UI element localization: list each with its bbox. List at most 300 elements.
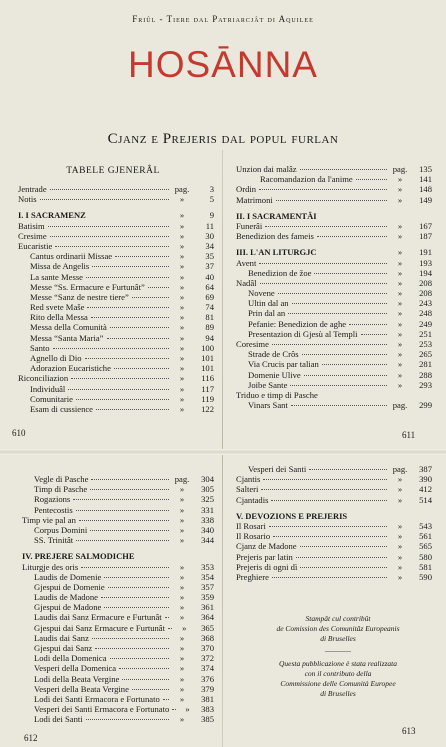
- toc-entry-page-prefix: »: [179, 230, 185, 241]
- leader-dots: [76, 510, 169, 511]
- toc-entry-page-number: 149: [419, 194, 432, 205]
- leader-dots: [79, 520, 169, 521]
- toc-entry: [236, 258, 432, 268]
- toc-entry-page-prefix: »: [179, 643, 185, 653]
- page-number-610: 610: [12, 428, 26, 438]
- leader-dots: [50, 189, 169, 190]
- toc-entry-label: Riconciliazion: [18, 373, 69, 384]
- leader-dots: [260, 283, 387, 284]
- toc-entry-label: Adorazion Eucaristiche: [30, 363, 111, 374]
- toc-entry-page-prefix: »: [397, 174, 403, 185]
- toc-entry-page-number: 187: [419, 231, 432, 242]
- toc-entry-label: Esam di cussience: [30, 403, 94, 414]
- leader-dots: [165, 617, 169, 618]
- toc-entry: [18, 184, 214, 194]
- leader-dots: [110, 658, 169, 659]
- toc-entry-page-prefix: pag.: [392, 464, 408, 474]
- toc-entry-page-number: 357: [201, 581, 214, 592]
- leader-dots: [302, 354, 387, 355]
- toc-entry-label: V. DEVOZIONS E PREJERIS: [236, 510, 348, 521]
- toc-entry-page-prefix: »: [179, 571, 185, 582]
- toc-entry-label: Liturgje des oris: [22, 561, 79, 572]
- toc-entry-page-number: 193: [419, 257, 432, 268]
- toc-column-4: [236, 464, 432, 582]
- toc-entry-page-number: 338: [201, 514, 214, 525]
- book-fold-horizontal: [0, 449, 446, 455]
- leader-dots: [119, 668, 169, 669]
- toc-entry-page-prefix: »: [179, 602, 185, 613]
- toc-entry-label: Coresime: [236, 339, 269, 349]
- toc-entry-label: Rogazions: [34, 494, 71, 505]
- leader-dots: [300, 567, 387, 568]
- toc-entry: [236, 484, 432, 494]
- toc-entry: [22, 623, 214, 633]
- toc-entry-page-prefix: »: [397, 308, 403, 319]
- toc-entry: [18, 292, 214, 302]
- credit-line-fur: Stampât cul contribût: [305, 614, 371, 623]
- leader-dots: [53, 348, 169, 349]
- toc-entry-label: Laudis dai Sanz Ermacure e Furtunât: [34, 612, 162, 623]
- credit-line-ita: Commissione delle Comunità Europee: [280, 679, 396, 688]
- toc-entry-page-prefix: »: [179, 251, 185, 262]
- credit-line-ita: Questa pubblicazione è stata realizzata: [278, 659, 398, 668]
- leader-dots: [115, 256, 169, 257]
- toc-entry-page-number: 69: [205, 291, 214, 302]
- toc-entry-page-number: 288: [419, 369, 432, 380]
- toc-entry-label: Presentazion di Gjesù al Templi: [248, 328, 358, 339]
- toc-entry-page-prefix: »: [397, 474, 403, 485]
- toc-entry-page-prefix: »: [179, 302, 185, 313]
- leader-dots: [55, 246, 169, 247]
- toc-entry-page-prefix: »: [179, 673, 185, 684]
- page-number-611: 611: [402, 430, 416, 440]
- toc-entry-page-prefix: »: [397, 257, 403, 268]
- toc-entry-label: Individuâl: [30, 383, 66, 394]
- leader-dots: [81, 567, 169, 568]
- toc-entry-page-number: 514: [419, 494, 432, 505]
- leader-dots: [304, 375, 387, 376]
- toc-entry-page-number: 249: [419, 318, 432, 329]
- divider: [325, 651, 351, 652]
- toc-entry-page-number: 100: [201, 342, 214, 353]
- leader-dots: [86, 277, 169, 278]
- toc-entry: [18, 302, 214, 312]
- leader-dots: [48, 226, 169, 227]
- leader-dots: [288, 313, 387, 314]
- toc-entry: [236, 464, 432, 474]
- toc-entry-label: Eucaristie: [18, 240, 53, 251]
- leader-dots: [76, 399, 169, 400]
- toc-entry-page-number: 325: [201, 494, 214, 505]
- toc-entry-label: Messe “Sanz de nestre tiere”: [30, 291, 129, 302]
- toc-entry-page-number: 390: [419, 474, 432, 485]
- toc-entry-label: Benedizion des fameis: [236, 231, 314, 242]
- toc-entry-page-number: 3: [209, 184, 214, 194]
- toc-entry-page-prefix: »: [397, 379, 403, 390]
- toc-entry-page-prefix: »: [179, 524, 185, 535]
- leader-dots: [259, 263, 387, 264]
- toc-entry-page-number: 379: [201, 683, 214, 694]
- toc-entry-page-prefix: »: [179, 663, 185, 674]
- leader-dots: [271, 500, 387, 501]
- toc-entry: [18, 343, 214, 353]
- toc-entry-page-prefix: »: [185, 704, 190, 715]
- toc-section-heading: [236, 247, 432, 257]
- toc-entry: [22, 684, 214, 694]
- toc-entry-page-prefix: »: [397, 541, 403, 552]
- toc-entry: [236, 400, 432, 410]
- toc-entry: [22, 582, 214, 592]
- leader-dots: [322, 364, 387, 365]
- leader-dots: [261, 489, 387, 490]
- leader-dots: [172, 709, 176, 710]
- toc-entry-page-number: 561: [419, 531, 432, 542]
- toc-entry: [236, 184, 432, 194]
- toc-entry-label: Timp vie pal an: [22, 514, 76, 525]
- toc-entry-page-number: 253: [419, 339, 432, 349]
- toc-entry-label: Laudis de Madone: [34, 592, 98, 603]
- leader-dots: [296, 557, 387, 558]
- toc-entry-page-number: 89: [205, 322, 214, 333]
- toc-entry-label: Cantus ordinarii Missae: [30, 251, 113, 262]
- toc-entry-page-number: 148: [419, 184, 432, 195]
- toc-entry-label: Lodi della Domenica: [34, 653, 107, 664]
- toc-entry-page-number: 412: [419, 484, 432, 495]
- leader-dots: [101, 597, 169, 598]
- toc-entry-label: Lodi dei Santi: [34, 714, 83, 725]
- toc-entry-page-prefix: »: [397, 267, 403, 278]
- toc-entry-page-prefix: pag.: [174, 184, 190, 194]
- toc-entry-page-number: 117: [201, 383, 214, 394]
- toc-entry-page-number: 359: [201, 592, 214, 603]
- toc-entry-label: Batisim: [18, 220, 45, 231]
- toc-entry: [22, 572, 214, 582]
- leader-dots: [300, 169, 387, 170]
- toc-entry-page-prefix: »: [179, 403, 185, 414]
- page-number-613: 613: [402, 726, 416, 736]
- toc-entry: [18, 272, 214, 282]
- toc-entry-page-number: 81: [205, 312, 214, 323]
- toc-entry-page-prefix: »: [397, 328, 403, 339]
- toc-entry: [18, 251, 214, 261]
- toc-entry: [236, 572, 432, 582]
- toc-section-heading: [22, 551, 214, 561]
- toc-entry-label: Prejeris di ogni dì: [236, 561, 298, 572]
- toc-entry-page-number: 353: [201, 561, 214, 572]
- toc-entry-label: Nadâl: [236, 277, 257, 288]
- leader-dots: [272, 344, 387, 345]
- toc-entry-page-prefix: »: [179, 612, 185, 623]
- leader-dots: [132, 297, 169, 298]
- toc-entry-label: Vesperi della Domenica: [34, 663, 117, 674]
- toc-entry-page-prefix: »: [397, 369, 403, 380]
- leader-dots: [290, 385, 387, 386]
- toc-entry-page-prefix: »: [179, 561, 185, 572]
- toc-entry: [236, 380, 432, 390]
- toc-entry: [22, 704, 214, 714]
- toc-column-3: [22, 474, 214, 725]
- toc-entry-page-prefix: pag.: [392, 164, 408, 174]
- funding-credits: [240, 614, 436, 699]
- toc-entry-page-prefix: »: [179, 393, 185, 404]
- toc-entry-page-number: 387: [419, 464, 432, 474]
- leader-dots: [68, 389, 169, 390]
- leader-dots: [95, 648, 169, 649]
- credit-line-ita: con il contributo della: [304, 669, 372, 678]
- toc-entry-label: Corpus Domini: [34, 524, 88, 535]
- leader-dots: [114, 368, 169, 369]
- toc-entry: [22, 643, 214, 653]
- toc-entry-page-prefix: »: [179, 373, 185, 384]
- leader-dots: [132, 689, 169, 690]
- toc-entry: [236, 288, 432, 298]
- toc-entry: [236, 298, 432, 308]
- toc-entry-page-prefix: »: [397, 551, 403, 562]
- leader-dots: [269, 526, 387, 527]
- toc-entry: [236, 268, 432, 278]
- toc-entry-label: Unzion dai malâz: [236, 164, 297, 174]
- toc-entry-page-number: 34: [205, 240, 214, 251]
- leader-dots: [90, 530, 169, 531]
- toc-entry-page-prefix: »: [179, 220, 185, 231]
- toc-entry-label: Funerâi: [236, 220, 263, 231]
- leader-dots: [92, 266, 169, 267]
- toc-entry-page-prefix: »: [397, 520, 403, 531]
- toc-entry-page-number: 565: [419, 541, 432, 552]
- toc-entry: [22, 494, 214, 504]
- toc-entry-page-prefix: »: [397, 561, 403, 572]
- toc-entry-page-prefix: »: [179, 353, 185, 363]
- toc-entry-label: Laudis de Domenie: [34, 571, 102, 582]
- toc-entry-page-number: 281: [419, 359, 432, 370]
- leader-dots: [272, 577, 387, 578]
- toc-entry: [236, 531, 432, 541]
- leader-dots: [273, 536, 387, 537]
- toc-entry-label: Domenie Ulive: [248, 369, 301, 380]
- toc-entry-label: Agnello di Dio: [30, 353, 82, 363]
- toc-entry-label: Vesperi della Beata Vergine: [34, 683, 129, 694]
- leader-dots: [110, 327, 169, 328]
- credit-line-fur: di Bruselles: [320, 634, 356, 643]
- leader-dots: [309, 469, 387, 470]
- leader-dots: [96, 409, 169, 410]
- toc-entry: [22, 674, 214, 684]
- toc-entry-page-number: 381: [201, 693, 214, 704]
- leader-dots: [168, 628, 172, 629]
- toc-entry-label: Preghiere: [236, 571, 269, 582]
- leader-dots: [163, 699, 169, 700]
- toc-entry-page-number: 305: [201, 484, 214, 495]
- toc-entry-page-number: 543: [419, 520, 432, 531]
- toc-entry: [22, 653, 214, 663]
- leader-dots: [73, 499, 169, 500]
- toc-entry-label: Ordin: [236, 184, 257, 195]
- toc-entry-label: Pentecostis: [34, 504, 73, 515]
- toc-entry-page-number: 35: [205, 251, 214, 262]
- leader-dots: [107, 338, 170, 339]
- toc-entry-page-number: 101: [201, 353, 214, 363]
- toc-title: TABELE GJENERÂL: [66, 166, 160, 176]
- toc-entry: [18, 322, 214, 332]
- toc-entry-label: Missa de Angelis: [30, 261, 90, 272]
- toc-entry-label: Racomandazion da l'anime: [260, 174, 353, 185]
- toc-entry-page-prefix: »: [179, 514, 185, 525]
- toc-entry-label: Pefanie: Benedizion de aghe: [248, 318, 347, 329]
- toc-entry-label: Strade de Crôs: [248, 349, 299, 360]
- toc-entry: [236, 521, 432, 531]
- toc-entry-label: Messa della Comunità: [30, 322, 107, 333]
- toc-entry-page-number: 11: [205, 220, 214, 231]
- toc-entry-page-prefix: »: [179, 592, 185, 603]
- toc-entry-page-prefix: »: [182, 622, 187, 633]
- toc-entry-page-number: 385: [201, 714, 214, 725]
- toc-entry: [236, 349, 432, 359]
- toc-section-heading: [236, 211, 432, 221]
- toc-entry: [18, 353, 214, 363]
- toc-entry: [22, 505, 214, 515]
- toc-entry-label: Gjespui de Domenie: [34, 581, 105, 592]
- toc-entry-label: Lodi della Beata Vergine: [34, 673, 120, 684]
- leader-dots: [148, 287, 169, 288]
- toc-entry-page-number: 9: [209, 210, 214, 221]
- toc-entry-page-number: 265: [419, 349, 432, 360]
- leader-dots: [361, 334, 387, 335]
- toc-entry: [22, 515, 214, 525]
- toc-entry-page-number: 370: [201, 643, 214, 653]
- toc-entry-page-prefix: »: [397, 288, 403, 299]
- toc-entry: [236, 195, 432, 205]
- toc-entry-page-prefix: »: [179, 271, 185, 282]
- toc-entry-page-number: 364: [201, 612, 214, 623]
- toc-entry-page-number: 30: [205, 230, 214, 241]
- toc-entry: [22, 633, 214, 643]
- toc-entry-page-number: 243: [419, 298, 432, 309]
- book-title: HOSĀNNA: [128, 44, 318, 85]
- toc-entry-page-prefix: »: [397, 298, 403, 309]
- toc-entry-page-prefix: »: [179, 383, 185, 394]
- toc-entry-page-prefix: »: [179, 281, 185, 292]
- toc-entry: [236, 231, 432, 241]
- toc-entry-label: Red svete Maše: [30, 302, 85, 313]
- credit-line-fur: de Comission des Comunitâz Europeanis: [276, 624, 400, 633]
- toc-section-heading: [18, 210, 214, 220]
- toc-entry-label: Gjespui dai Sanz Ermacure e Furtunât: [34, 622, 166, 633]
- toc-entry-page-prefix: »: [179, 240, 185, 251]
- toc-entry-page-number: 581: [419, 561, 432, 572]
- toc-entry-page-prefix: »: [397, 349, 403, 360]
- toc-entry-page-prefix: »: [179, 291, 185, 302]
- toc-entry: [236, 319, 432, 329]
- toc-column-1: [18, 178, 214, 414]
- toc-entry-label: SS. Trinitât: [34, 535, 74, 546]
- leader-dots: [87, 307, 169, 308]
- toc-entry: [236, 552, 432, 562]
- toc-entry-label: Messe “Ss. Ermacure e Furtunât”: [30, 281, 145, 292]
- toc-entry-page-number: 5: [209, 194, 214, 205]
- toc-entry: [18, 373, 214, 383]
- toc-entry-page-prefix: »: [179, 535, 185, 546]
- toc-entry-page-number: 299: [419, 400, 432, 411]
- toc-entry: [236, 174, 432, 184]
- toc-entry: [236, 329, 432, 339]
- toc-entry-label: Il Rosari: [236, 520, 266, 531]
- leader-dots: [108, 587, 169, 588]
- series-title: Friûl - Tiere dal Patriarcjât di Aquilee: [132, 14, 314, 24]
- toc-entry-page-prefix: »: [179, 504, 185, 515]
- toc-entry-label: Notis: [18, 194, 37, 205]
- toc-entry-label: Benedizion de žoe: [248, 267, 312, 278]
- toc-entry-page-number: 251: [419, 328, 432, 339]
- leader-dots: [104, 607, 169, 608]
- toc-entry-label: Novene: [248, 288, 275, 299]
- leader-dots: [90, 489, 169, 490]
- toc-entry-page-prefix: pag.: [174, 474, 190, 484]
- toc-entry-page-prefix: »: [179, 363, 185, 374]
- credit-line-ita: di Bruselles: [320, 689, 356, 698]
- toc-entry-label: La sante Messe: [30, 271, 83, 282]
- toc-entry-page-prefix: »: [397, 277, 403, 288]
- toc-entry-label: Prejeris par latin: [236, 551, 293, 562]
- toc-entry-label: Triduo e timp di Pasche: [236, 389, 318, 400]
- toc-entry: [22, 484, 214, 494]
- toc-entry-page-number: 94: [205, 332, 214, 343]
- toc-entry-label: Gjespui de Madone: [34, 602, 102, 613]
- toc-entry-label: Salteri: [236, 484, 259, 495]
- leader-dots: [265, 226, 387, 227]
- toc-entry-page-number: 74: [205, 302, 214, 313]
- toc-entry-page-number: 304: [201, 474, 214, 484]
- toc-entry: [18, 404, 214, 414]
- toc-entry: [18, 194, 214, 204]
- leader-dots: [86, 719, 169, 720]
- toc-entry: [22, 562, 214, 572]
- toc-entry-label: Cjantis: [236, 474, 261, 485]
- toc-entry-page-prefix: »: [179, 693, 185, 704]
- toc-entry-page-number: 580: [419, 551, 432, 562]
- toc-entry: [18, 241, 214, 251]
- toc-entry-page-number: 293: [419, 379, 432, 390]
- toc-section-heading: [236, 511, 432, 521]
- toc-entry-page-prefix: »: [179, 683, 185, 694]
- toc-entry-page-number: 119: [201, 393, 214, 404]
- toc-entry-label: Vegle di Pasche: [34, 474, 89, 484]
- toc-entry-page-prefix: »: [179, 653, 185, 664]
- leader-dots: [85, 358, 169, 359]
- toc-entry-page-prefix: »: [179, 494, 185, 505]
- toc-entry-page-number: 135: [419, 164, 432, 174]
- toc-entry-label: Prin dal an: [248, 308, 286, 319]
- toc-entry-label: Cjantadis: [236, 494, 269, 505]
- leader-dots: [122, 679, 169, 680]
- leader-dots: [91, 479, 169, 480]
- toc-entry-label: Vinars Sant: [248, 400, 288, 411]
- toc-entry: [22, 592, 214, 602]
- toc-entry-page-prefix: »: [179, 322, 185, 333]
- toc-entry-page-number: 116: [201, 373, 214, 384]
- toc-entry-page-prefix: »: [179, 632, 185, 643]
- toc-entry-page-number: 248: [419, 308, 432, 319]
- leader-dots: [104, 577, 169, 578]
- toc-entry-page-prefix: »: [397, 184, 403, 195]
- toc-entry-page-prefix: »: [179, 332, 185, 343]
- toc-entry-label: Jentrade: [18, 184, 47, 194]
- toc-entry-label: III. L'AN LITURGJC: [236, 247, 317, 258]
- leader-dots: [349, 324, 387, 325]
- leader-dots: [314, 273, 387, 274]
- page-number-612: 612: [24, 733, 38, 743]
- toc-entry-page-number: 365: [201, 622, 214, 633]
- toc-entry-label: Ultin dal an: [248, 298, 289, 309]
